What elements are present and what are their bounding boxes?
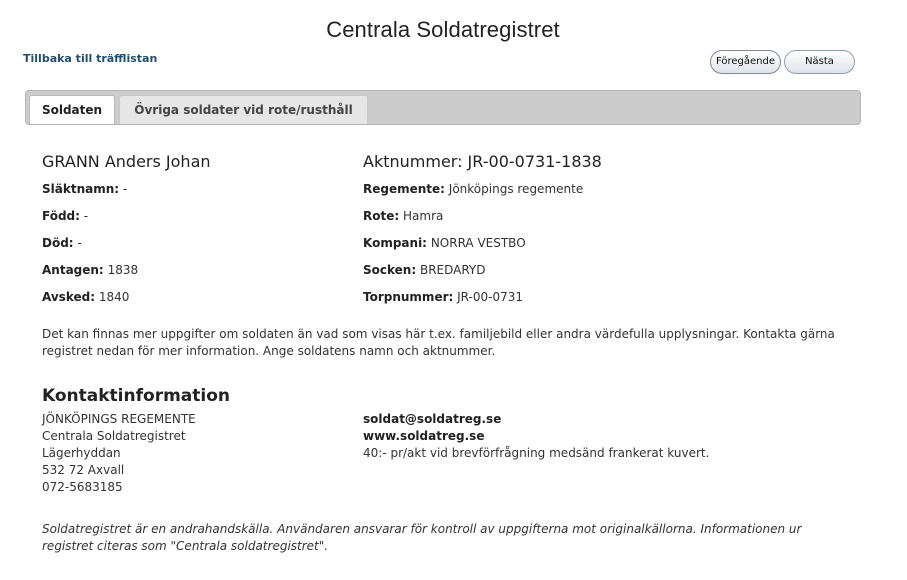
tab-soldaten[interactable]: Soldaten: [29, 95, 115, 124]
field-dod: [42, 236, 82, 250]
phone-number: 072-5683185: [42, 480, 123, 494]
fee-note: 40:- pr/akt vid brevförfrågning medsänd frankerat kuvert.: [363, 446, 710, 460]
field-label: Rote:: [363, 209, 400, 223]
field-label: Kompani:: [363, 236, 427, 250]
field-value: NORRA VESTBO: [430, 236, 526, 250]
back-to-results-link[interactable]: Tillbaka till träfflistan: [23, 52, 158, 65]
field-fodd: [42, 209, 88, 223]
field-regemente: [363, 182, 583, 196]
field-antagen: [42, 263, 138, 277]
address-line: 532 72 Axvall: [42, 463, 125, 477]
contact-email: soldat@soldatreg.se: [363, 412, 502, 426]
field-slaktnamn: [42, 182, 127, 196]
tab-ovriga-soldater[interactable]: Övriga soldater vid rote/rusthåll: [119, 95, 368, 124]
field-value: -: [122, 182, 128, 196]
field-rote: [363, 209, 443, 223]
field-label: Antagen:: [42, 263, 104, 277]
contact-online: [363, 411, 709, 462]
soldier-name: GRANN Anders Johan: [42, 152, 211, 171]
field-value: -: [83, 209, 89, 223]
field-label: Född:: [42, 209, 80, 223]
field-label: Torpnummer:: [363, 290, 454, 304]
field-avsked: [42, 290, 129, 304]
field-label: Avsked:: [42, 290, 96, 304]
contact-address: [42, 411, 196, 496]
field-value: Hamra: [403, 209, 444, 223]
contact-website: www.soldatreg.se: [363, 429, 485, 443]
field-value: 1840: [98, 290, 130, 304]
field-kompani: [363, 236, 526, 250]
field-label: Död:: [42, 236, 74, 250]
address-line: Lägerhyddan: [42, 446, 121, 460]
field-value: Jönköpings regemente: [448, 182, 584, 196]
field-label: Släktnamn:: [42, 182, 120, 196]
address-line: Centrala Soldatregistret: [42, 429, 186, 443]
field-label: Socken:: [363, 263, 417, 277]
aktnummer-heading: Aktnummer: JR-00-0731-1838: [363, 152, 602, 171]
field-torpnummer: [363, 290, 523, 304]
field-label: Regemente:: [363, 182, 445, 196]
next-button[interactable]: Nästa: [784, 50, 855, 74]
tab-bar: [25, 90, 861, 125]
contact-heading: Kontaktinformation: [42, 386, 230, 406]
field-value: 1838: [107, 263, 139, 277]
field-value: BREDARYD: [419, 263, 486, 277]
field-value: JR-00-0731: [457, 290, 523, 304]
page-title: Centrala Soldatregistret: [326, 17, 560, 42]
previous-button[interactable]: Föregående: [710, 50, 781, 74]
disclaimer: Soldatregistret är en andrahandskälla. Användaren ansvarar för kontroll av uppgifterna mot originalkällorna. Informationen ur registret citeras som "Centrala soldatregistret".: [42, 522, 802, 553]
field-value: -: [77, 236, 82, 250]
field-socken: [363, 263, 486, 277]
info-paragraph: Det kan finnas mer uppgifter om soldaten än vad som visas här t.ex. familjebild eller andra värdefulla upplysningar. Kontakta gärna registret nedan för mer information. Ange soldatens namn och aktnummer.: [42, 327, 835, 358]
address-line: JÖNKÖPINGS REGEMENTE: [42, 412, 196, 426]
